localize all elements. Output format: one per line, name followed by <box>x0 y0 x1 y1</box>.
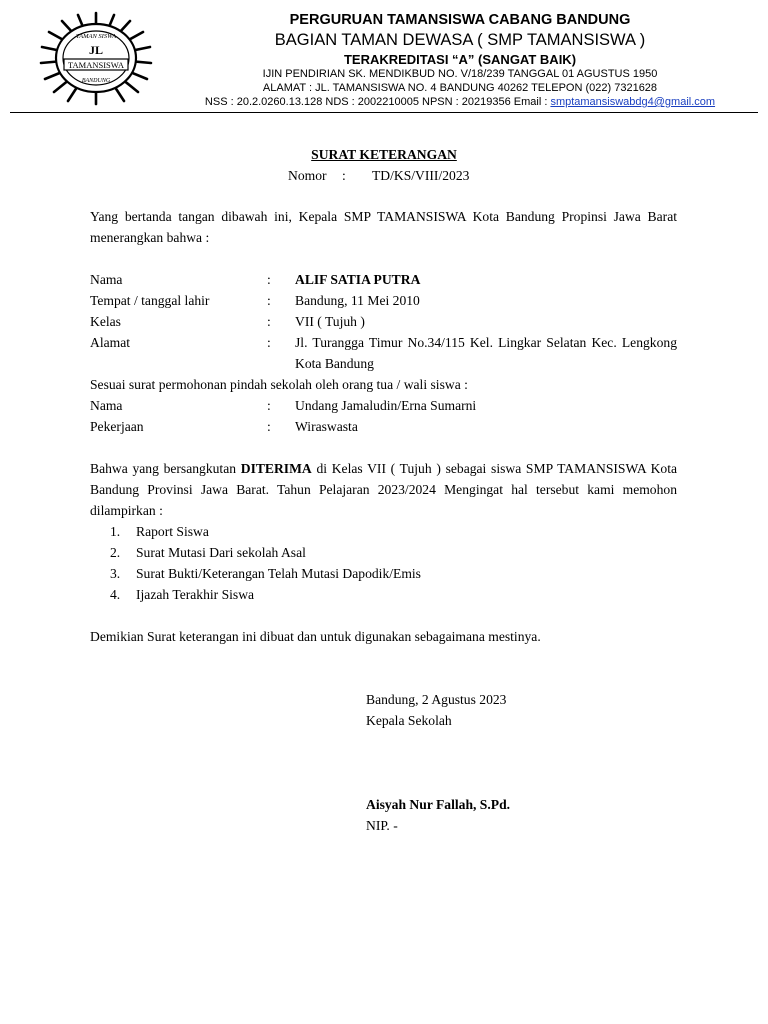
svg-text:TAMAN SISWA: TAMAN SISWA <box>75 33 117 40</box>
letterhead-division: BAGIAN TAMAN DEWASA ( SMP TAMANSISWA ) <box>274 31 646 49</box>
letterhead-institution: PERGURUAN TAMANSISWA CABANG BANDUNG <box>289 12 631 28</box>
letterhead-address: ALAMAT : JL. TAMANSISWA NO. 4 BANDUNG 40262 TELEPON (022) 7321628 <box>262 82 658 94</box>
field-colon: : <box>267 419 271 434</box>
list-item-number: 1. <box>110 524 121 539</box>
signature-position: Kepala Sekolah <box>366 713 452 728</box>
student-class-value: VII ( Tujuh ) <box>295 314 365 329</box>
letterhead-identifiers <box>160 96 760 108</box>
letterhead-ids-text: NSS : 20.2.0260.13.128 NDS : 2002210005 NPSN : 20219356 Email : <box>204 96 551 108</box>
letterhead-permit: IJIN PENDIRIAN SK. MENDIKBUD NO. V/18/239 TANGGAL 01 AGUSTUS 1950 <box>262 68 658 80</box>
student-birth-value: Bandung, 11 Mei 2010 <box>295 293 420 308</box>
signature-place-date: Bandung, 2 Agustus 2023 <box>366 692 507 707</box>
student-name-value: ALIF SATIA PUTRA <box>295 272 421 287</box>
svg-text:BANDUNG: BANDUNG <box>81 78 111 84</box>
acceptance-text-end: di Kelas VII ( Tujuh ) sebagai siswa SMP TAMANSISWA Kota Bandung Provinsi Jawa Barat. Tahun Pelajaran 2023/2024 Mengingat hal tersebut kami memohon dilampirkan : <box>90 461 678 518</box>
letterhead-accreditation: TERAKREDITASI “A” (SANGAT BAIK) <box>343 52 577 67</box>
field-colon: : <box>267 335 271 350</box>
list-item-text: Surat Bukti/Keterangan Telah Mutasi Dapodik/Emis <box>136 566 421 581</box>
list-item-number: 3. <box>110 566 121 581</box>
parent-intro: Sesuai surat permohonan pindah sekolah oleh orang tua / wali siswa : <box>90 377 468 392</box>
field-label: Alamat <box>90 335 131 350</box>
acceptance-paragraph <box>90 458 677 521</box>
field-label: Nama <box>90 272 123 287</box>
letter-number <box>288 165 470 186</box>
parent-name-value: Undang Jamaludin/Erna Sumarni <box>295 398 477 413</box>
letter-title-text: SURAT KETERANGAN <box>311 147 457 162</box>
list-item-text: Raport Siswa <box>136 524 209 539</box>
list-item-number: 2. <box>110 545 121 560</box>
field-colon: : <box>267 293 271 308</box>
letter-number-colon: : <box>342 168 346 183</box>
email-link[interactable]: smptamansiswabdg4@gmail.com <box>550 96 716 108</box>
svg-text:TAMANSISWA: TAMANSISWA <box>68 60 124 70</box>
field-label: Kelas <box>90 314 121 329</box>
field-colon: : <box>267 398 271 413</box>
field-label: Nama <box>90 398 123 413</box>
school-logo <box>38 10 154 106</box>
parent-occupation-value: Wiraswasta <box>295 419 358 434</box>
letter-title <box>0 144 768 165</box>
letter-number-label: Nomor <box>288 168 327 183</box>
list-item-text: Surat Mutasi Dari sekolah Asal <box>136 545 306 560</box>
field-label: Pekerjaan <box>90 419 144 434</box>
list-item-number: 4. <box>110 587 121 602</box>
student-address-value: Jl. Turangga Timur No.34/115 Kel. Lingkar Selatan Kec. Lengkong Kota Bandung <box>295 335 677 371</box>
svg-text:JL: JL <box>88 43 104 57</box>
field-colon: : <box>267 272 271 287</box>
signatory-nip: NIP. - <box>366 818 398 833</box>
intro-paragraph: Yang bertanda tangan dibawah ini, Kepala SMP TAMANSISWA Kota Bandung Propinsi Jawa Barat menerangkan bahwa : <box>90 209 677 245</box>
letterhead-divider <box>10 112 758 113</box>
accepted-status: DITERIMA <box>240 461 312 476</box>
field-label: Tempat / tanggal lahir <box>90 293 210 308</box>
closing-paragraph: Demikian Surat keterangan ini dibuat dan untuk digunakan sebagaimana mestinya. <box>90 629 541 644</box>
letter-number-value: TD/KS/VIII/2023 <box>372 168 470 183</box>
list-item-text: Ijazah Terakhir Siswa <box>136 587 255 602</box>
field-colon: : <box>267 314 271 329</box>
signatory-name: Aisyah Nur Fallah, S.Pd. <box>366 797 511 812</box>
acceptance-text-start: Bahwa yang bersangkutan <box>90 461 241 476</box>
